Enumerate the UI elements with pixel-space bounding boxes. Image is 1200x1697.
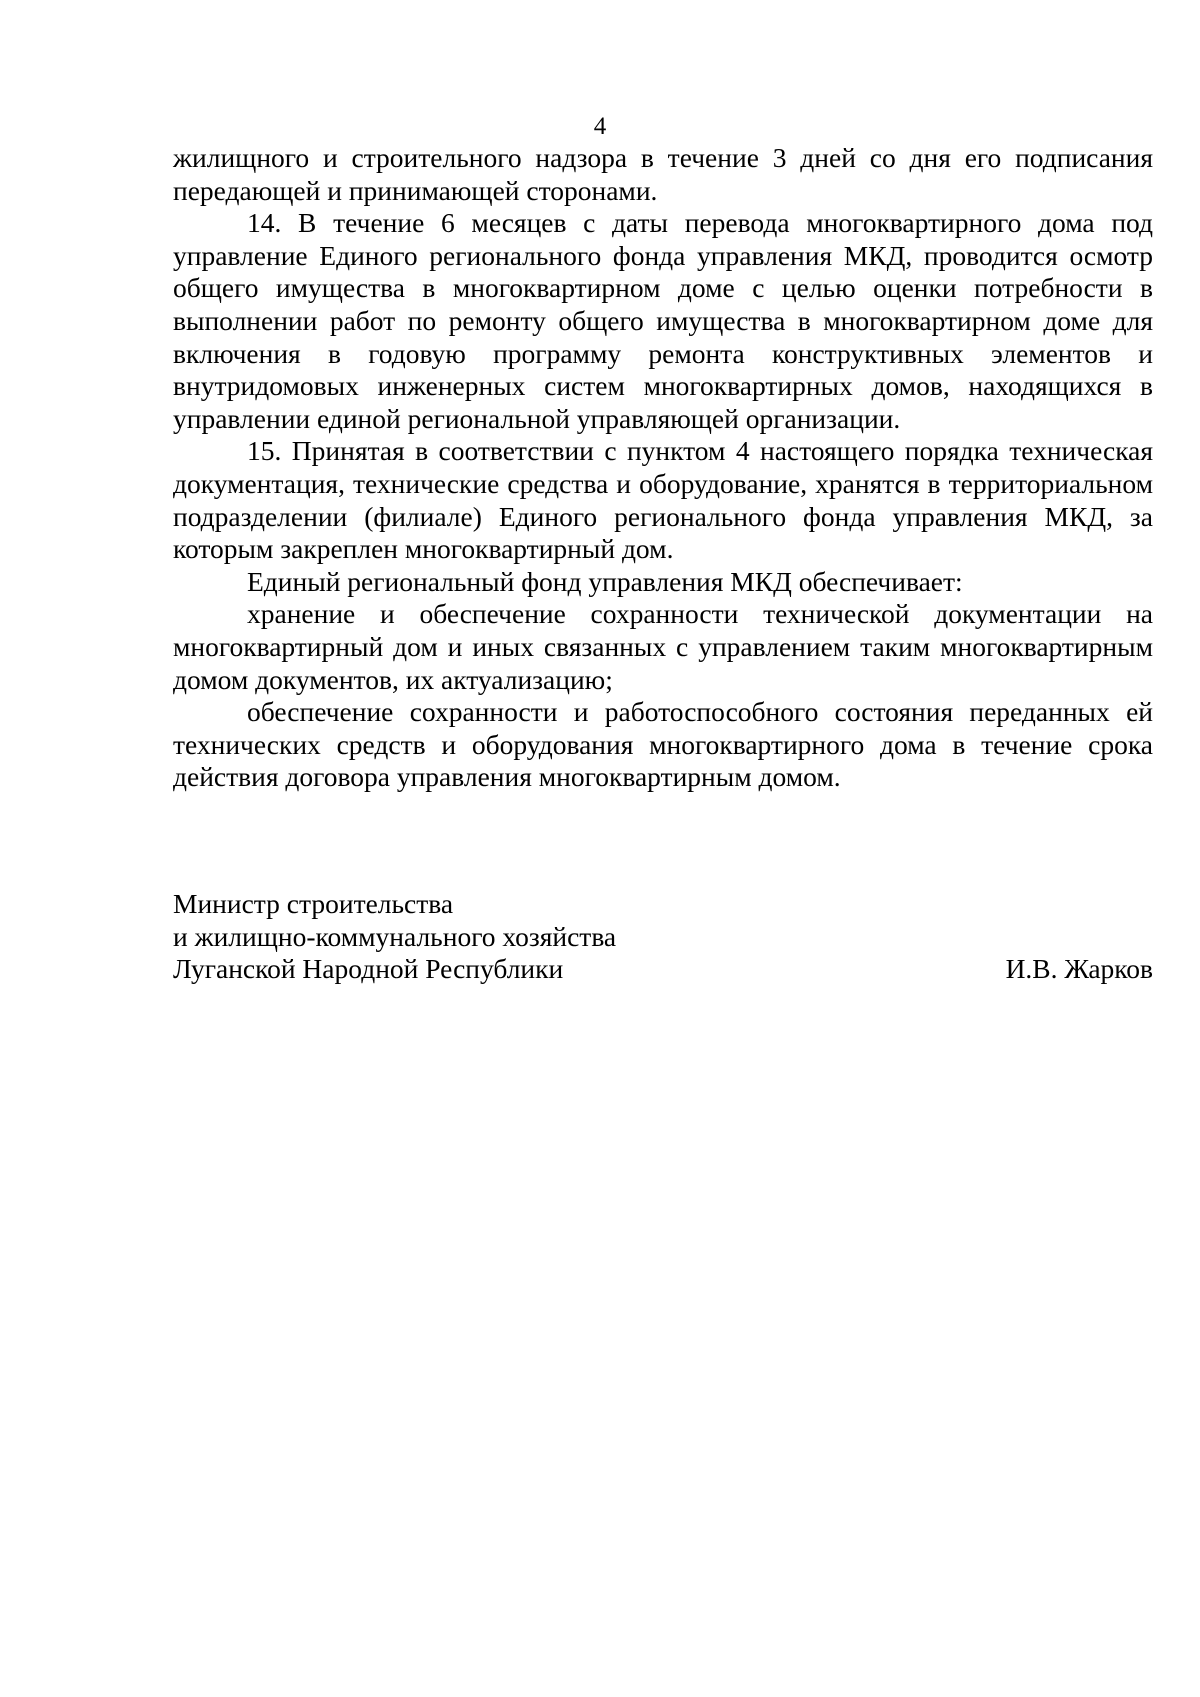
signatory-title-line-1: Министр строительства xyxy=(173,888,454,919)
document-body xyxy=(173,142,1153,794)
paragraph-obligation-equipment: обеспечение сохранности и работоспособного состояния переданных ей технических средств и оборудования многоквартирного дома в течение срока действия договора управления многоквартирным домом. xyxy=(173,696,1153,793)
paragraph-continuation: жилищного и строительного надзора в течение 3 дней со дня его подписания передающей и принимающей сторонами. xyxy=(173,142,1153,206)
signatory-title-line-3: Луганской Народной Республики xyxy=(173,953,564,985)
signature-block xyxy=(173,888,1153,986)
paragraph-fund-obligations-intro: Единый региональный фонд управления МКД обеспечивает: xyxy=(247,565,963,597)
signatory-title-line-2: и жилищно-коммунального хозяйства xyxy=(173,920,617,952)
page-number: 4 xyxy=(593,113,607,140)
paragraph-obligation-documentation: хранение и обеспечение сохранности технической документации на многоквартирный дом и иных связанных с управлением таким многоквартирным домом документов, их актуализацию; xyxy=(173,598,1153,695)
paragraph-15: 15. Принятая в соответствии с пунктом 4 настоящего порядка техническая документация, технические средства и оборудование, хранятся в территориальном подразделении (филиале) Единого регионального фонда управления МКД, за которым закреплен многоквартирный дом. xyxy=(173,435,1153,565)
paragraph-14: 14. В течение 6 месяцев с даты перевода многоквартирного дома под управление Единого регионального фонда управления МКД, проводится осмотр общего имущества в многоквартирном доме с целью оценки потребности в выполнении работ по ремонту общего имущества в многоквартирном доме для включения в годовую программу ремонта конструктивных элементов и внутридомовых инженерных систем многоквартирных домов, находящихся в управлении единой региональной управляющей организации. xyxy=(173,207,1153,434)
signatory-name: И.В. Жарков xyxy=(1005,953,1153,984)
